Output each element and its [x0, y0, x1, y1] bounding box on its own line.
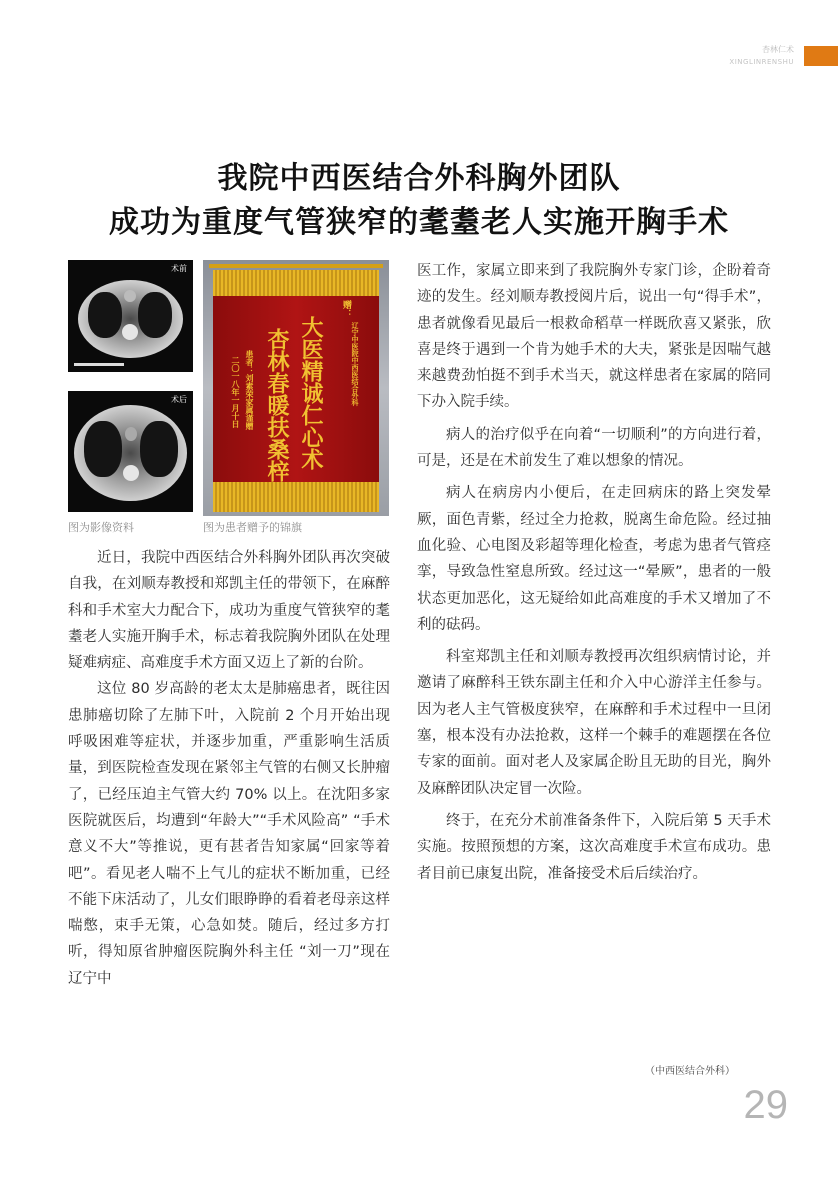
- banner-motto-line2: 杏林春暖扶桑梓: [264, 328, 290, 482]
- banner-recipient-text: 辽宁中医院中西医结合外科: [351, 322, 360, 406]
- paragraph: 病人在病房内小便后，在走回病床的路上突发晕厥，面色青紫，经过全力抢救，脱离生命危险。经过抽血化验、心电图及彩超等理化检查，考虑为患者气管痉挛，导致急性窒息所致。经过这一“晕厥”，患者的一般状态更加恶化，这无疑给如此高难度的手术又增加了不利的砝码。: [417, 485, 771, 633]
- banner-fringe-bottom: [213, 482, 379, 512]
- paragraph: 这位 80 岁高龄的老太太是肺癌患者，既往因患肺癌切除了左肺下叶，入院前 2 个月开始出现呼吸困难等症状，并逐步加重，严重影响生活质量，到医院检查发现在紧邻主气管的右侧又长肿瘤了，已经压迫主气管大约 70% 以上。在沈阳多家医院就医后，均遭到“年龄大”“手术风险高” “手术意义不大”等推说，更有甚者告知家属“回家等着吧”。看见老人喘不上气儿的症状不断加重，已经不能下床活动了，儿女们眼睁睁的看着老母亲这样喘憋，束手无策，心急如焚。随后，经过多方打听，得知原省肿瘤医院胸外科主任 “刘一刀”现在辽宁中: [68, 681, 390, 987]
- paragraph: 科室郑凯主任和刘顺寿教授再次组织病情讨论，并邀请了麻醉科王铁东副主任和介入中心游洋主任参与。因为老人主气管极度狭窄，在麻醉和手术过程中一旦闭塞，根本没有办法抢救，这样一个棘手的难题摆在各位专家的面前。面对老人及家属企盼且无助的目光，胸外及麻醉团队决定冒一次险。: [417, 649, 771, 797]
- caption-banner: 图为患者赠予的锦旗: [203, 521, 302, 534]
- honor-banner-photo: [203, 260, 389, 516]
- banner-fringe-top: [213, 270, 379, 296]
- running-header-en: XINGLINRENSHU: [729, 58, 794, 66]
- paragraph: 终于，在充分术前准备条件下，入院后第 5 天手术实施。按照预想的方案，这次高难度手术宣布成功。患者目前已康复出院，准备接受术后后续治疗。: [417, 812, 771, 882]
- caption-ct-images: 图为影像资料: [68, 521, 134, 534]
- ct-scan-after-image: [68, 391, 193, 512]
- ct-after-tag: 术后: [171, 395, 187, 404]
- banner-to-text: 赠：: [341, 300, 351, 318]
- paragraph-continued: 医工作，家属立即来到了我院胸外专家门诊，企盼着奇迹的发生。经刘顺寿教授阅片后，说出一句“得手术”，患者就像看见最后一根救命稻草一样既欣喜又紧张，欣喜是终于遇到一个肯为她手术的大夫，紧张是因喘气越来越费劲怕挺不到手术当天，就这样患者在家属的陪同下办入院手续。: [417, 263, 771, 411]
- paragraph: 病人的治疗似乎在向着“一切顺利”的方向进行着，可是，还是在术前发生了难以想象的情况。: [417, 426, 771, 470]
- page-number: 29: [743, 1083, 788, 1127]
- running-header: [729, 44, 794, 68]
- banner-motto-line1: 大医精诚仁心术: [298, 316, 324, 470]
- ct-scan-before-image: [68, 260, 193, 372]
- ct-before-tag: 术前: [171, 264, 187, 273]
- body-column-left: [68, 545, 390, 992]
- banner-donor-text: 患者：刘素荣家属谨赠: [245, 350, 255, 430]
- running-header-cn: 杏林仁术: [762, 45, 794, 54]
- paragraph: 近日，我院中西医结合外科胸外团队再次突破自我，在刘顺寿教授和郑凯主任的带领下，在麻醉科和手术室大力配合下，成功为重度气管狭窄的耄耋老人实施开胸手术，标志着我院胸外团队在处理疑难病症、高难度手术方面又迈上了新的台阶。: [68, 550, 390, 672]
- department-signoff: （中西医结合外科）: [645, 1066, 735, 1077]
- article-title-line1: 我院中西医结合外科胸外团队: [217, 161, 621, 196]
- banner-date-text: 二〇一八年一月十日: [231, 356, 241, 428]
- body-column-right: [417, 258, 771, 887]
- article-title-line2: 成功为重度气管狭窄的耄耋老人实施开胸手术: [109, 205, 729, 240]
- header-accent-bar: [804, 46, 838, 66]
- banner-rod: [209, 264, 383, 268]
